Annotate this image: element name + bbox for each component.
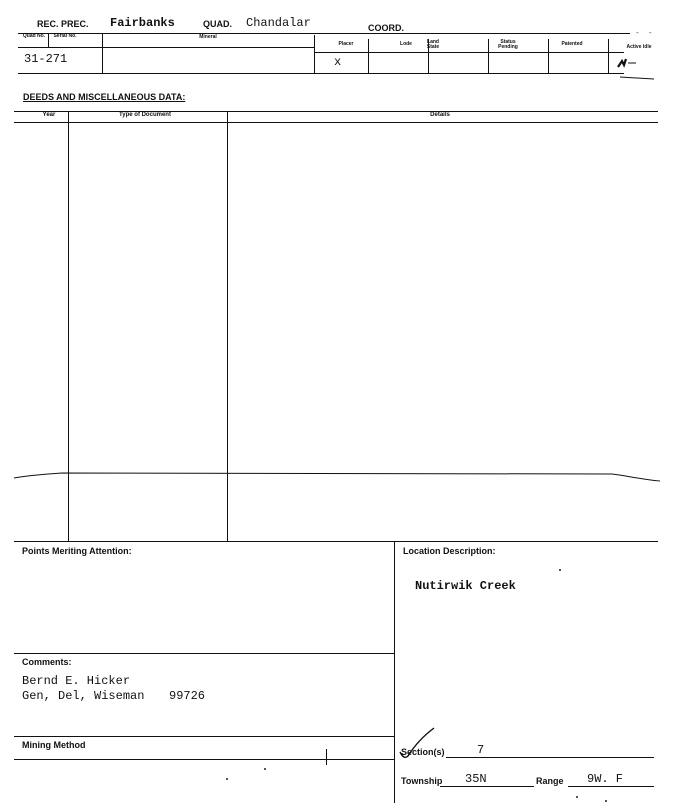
col-patented: Patented [561, 41, 583, 47]
col-mineral: Mineral [199, 34, 217, 40]
col-quad-no: Quad No. [22, 33, 46, 39]
col-active-idle: Active Idle [626, 44, 652, 50]
quad-label: QUAD. [203, 19, 232, 29]
col-lode: Lode [400, 41, 412, 47]
range-value: 9W. F [587, 772, 624, 786]
col-serial-no: Serial No. [53, 33, 77, 39]
placer-value: x [334, 55, 342, 69]
township-value: 35N [465, 772, 487, 786]
pen-mark [614, 53, 658, 83]
check-mark [396, 724, 442, 766]
section-label: Section(s) [401, 747, 445, 757]
mining-method-label: Mining Method [22, 740, 86, 750]
comments-label: Comments: [22, 657, 72, 667]
header-rule-dashes: - - [636, 28, 656, 37]
section-value: 7 [477, 743, 485, 757]
quad-value: Chandalar [246, 16, 311, 30]
range-label: Range [536, 776, 564, 786]
location-description-label: Location Description: [403, 546, 496, 556]
comments-line-1: Bernd E. Hicker [22, 674, 131, 688]
col-details: Details [430, 112, 450, 118]
location-description-value: Nutirwik Creek [415, 579, 516, 593]
col-status-pending: Status Pending [498, 39, 518, 50]
township-label: Township [401, 776, 443, 786]
col-year: Year [42, 112, 56, 118]
points-meriting-attention-label: Points Meriting Attention: [22, 546, 132, 556]
comments-address: Gen, Del, Wiseman [22, 689, 145, 703]
comments-zip: 99726 [169, 689, 206, 703]
scan-fold-line [0, 466, 678, 490]
claim-table [18, 33, 658, 75]
col-placer: Placer [338, 41, 354, 47]
deeds-title: DEEDS AND MISCELLANEOUS DATA: [23, 92, 186, 102]
col-land-state: Land State [426, 39, 440, 50]
rec-prec-value: Fairbanks [110, 16, 175, 30]
quad-serial-value: 31-271 [24, 52, 68, 66]
col-type-of-document: Type of Document [119, 112, 171, 118]
coord-label: COORD. [368, 23, 404, 33]
rec-prec-label: REC. PREC. [37, 19, 89, 29]
